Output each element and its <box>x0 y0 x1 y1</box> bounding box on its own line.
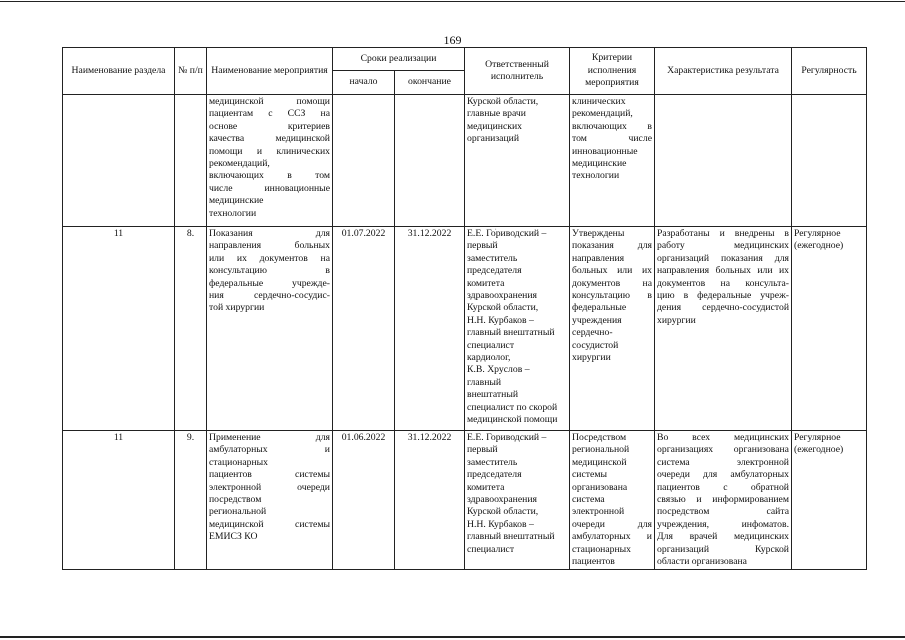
cell-line: ЕМИСЗ КО <box>209 531 258 543</box>
cell-result <box>655 227 792 431</box>
table-row <box>63 227 867 431</box>
cell-start: 01.07.2022 <box>333 227 395 431</box>
cell-section <box>63 95 175 227</box>
cell-line: направления больных <box>209 240 330 252</box>
cell-line: рекомендаций, <box>209 158 270 170</box>
header-number: № п/п <box>175 48 207 95</box>
cell-line: сосудистой <box>572 339 619 351</box>
cell-regularity <box>792 95 867 227</box>
cell-line: учреждения <box>572 314 622 326</box>
cell-line: федеральные учрежде- <box>209 277 330 289</box>
cell-criteria <box>570 227 655 431</box>
cell-line: документов на <box>572 277 652 289</box>
cell-line: инновационные <box>572 145 638 157</box>
cell-line: показания для <box>572 240 652 252</box>
cell-line: очереди для <box>572 518 652 530</box>
cell-line: пациентов <box>572 556 615 568</box>
cell-end <box>395 95 465 227</box>
cell-line: главный внештатный <box>467 327 555 339</box>
cell-line: клинических <box>572 96 626 107</box>
cell-line: связью и информированием <box>657 494 789 506</box>
cell-line: стационарных <box>209 456 269 468</box>
cell-line: комитета <box>467 481 505 493</box>
cell-line: Регулярное <box>794 432 841 443</box>
cell-line: главный <box>467 376 502 388</box>
cell-line: ния сердечно-сосудис- <box>209 290 330 302</box>
cell-regularity <box>792 431 867 570</box>
cell-line: стационарных <box>572 543 632 555</box>
cell-line: консультацию в <box>572 290 652 302</box>
cell-line: главный внештатный <box>467 531 555 543</box>
cell-line: медицинские <box>209 195 264 207</box>
cell-line: медицинских <box>467 120 523 132</box>
cell-line: той хирургии <box>209 302 265 314</box>
cell-line: организаций <box>467 133 520 145</box>
cell-criteria <box>570 95 655 227</box>
cell-line: Посредством <box>572 432 627 443</box>
cell-line: кардиолог, <box>467 352 511 364</box>
cell-start <box>333 95 395 227</box>
cell-line: председателя <box>467 265 522 277</box>
cell-line: дения сердечно-сосудистой <box>657 302 789 314</box>
cell-line: здравоохранения <box>467 494 537 506</box>
cell-line: или их документов на <box>209 252 330 264</box>
cell-line: (ежегодное) <box>794 240 844 252</box>
cell-line: главные врачи <box>467 108 526 120</box>
cell-line: Курской области, <box>467 302 539 314</box>
header-deadlines: Сроки реализации <box>333 48 465 71</box>
cell-line: системы <box>572 469 607 481</box>
cell-line: документов на консульта- <box>657 277 789 289</box>
cell-line: региональной <box>209 506 267 518</box>
cell-end: 31.12.2022 <box>395 227 465 431</box>
cell-line: числе инновационные <box>209 182 330 194</box>
cell-line: хирургии <box>572 352 611 364</box>
cell-section: 11 <box>63 431 175 570</box>
cell-line: амбулаторных и <box>572 531 652 543</box>
cell-line: очереди для амбулаторных <box>657 469 789 481</box>
cell-line: Применение для <box>209 432 330 443</box>
cell-line: консультацию в <box>209 265 330 277</box>
cell-line: направления больных или их <box>657 265 789 277</box>
cell-result <box>655 431 792 570</box>
cell-line: пациентов с обратной <box>657 481 789 493</box>
cell-line: направления <box>572 252 625 264</box>
cell-line: заместитель <box>467 252 518 264</box>
cell-line: цию в федеральные учреж- <box>657 290 789 302</box>
cell-line: электронной <box>572 506 625 518</box>
cell-line: области организована <box>657 556 747 568</box>
cell-line: медицинской помощи <box>209 96 330 107</box>
cell-line: внештатный <box>467 389 519 401</box>
cell-line: посредством сайта <box>657 506 789 518</box>
cell-line: Е.Е. Гориводский – <box>467 432 547 443</box>
cell-line: учреждения, инфоматов. <box>657 518 789 530</box>
cell-line: Курской области, <box>467 96 539 107</box>
bottom-border-line <box>0 636 905 638</box>
cell-section: 11 <box>63 227 175 431</box>
cell-line: Во всех медицинских <box>657 432 789 443</box>
cell-line: специалист <box>467 339 515 351</box>
cell-line: больных или их <box>572 265 652 277</box>
cell-number: 9. <box>175 431 207 570</box>
top-border-line <box>0 1 905 2</box>
cell-line: здравоохранения <box>467 290 537 302</box>
cell-line: система электронной <box>657 456 789 468</box>
cell-line: включающих в том <box>209 170 330 182</box>
header-responsible: Ответственный исполнитель <box>465 48 570 95</box>
cell-line: специалист по скорой <box>467 401 558 413</box>
cell-number: 8. <box>175 227 207 431</box>
plan-table <box>62 47 867 570</box>
cell-line: Разработаны и внедрены в <box>657 228 789 239</box>
cell-line: Н.Н. Курбаков – <box>467 314 534 326</box>
cell-line: заместитель <box>467 456 518 468</box>
cell-line: Утверждены <box>572 228 625 239</box>
table-row <box>63 95 867 227</box>
cell-number <box>175 95 207 227</box>
cell-line: председателя <box>467 469 522 481</box>
cell-line: Н.Н. Курбаков – <box>467 518 534 530</box>
cell-event <box>207 431 333 570</box>
header-end: окончание <box>395 71 465 95</box>
cell-line: организована <box>572 481 628 493</box>
cell-line: включающих в <box>572 120 652 132</box>
cell-line: медицинской помощи <box>467 414 558 426</box>
cell-line: качества медицинской <box>209 133 330 145</box>
cell-line: пациентам с ССЗ на <box>209 108 330 120</box>
cell-line: сердечно- <box>572 327 613 339</box>
cell-event <box>207 95 333 227</box>
cell-responsible <box>465 431 570 570</box>
cell-result <box>655 95 792 227</box>
header-regularity: Регулярность <box>792 48 867 95</box>
cell-line: пациентов системы <box>209 469 330 481</box>
header-event-name: Наименование мероприятия <box>207 48 333 95</box>
cell-line: посредством <box>209 494 262 506</box>
cell-line: комитета <box>467 277 505 289</box>
cell-end: 31.12.2022 <box>395 431 465 570</box>
cell-line: Показания для <box>209 228 330 239</box>
cell-line: Для врачей медицинских <box>657 531 789 543</box>
page-number: 169 <box>443 33 462 47</box>
cell-line: помощи и клинических <box>209 145 330 157</box>
cell-responsible <box>465 227 570 431</box>
cell-line: хирургии <box>657 314 696 326</box>
cell-event <box>207 227 333 431</box>
cell-line: технологии <box>572 170 620 182</box>
cell-line: Регулярное <box>794 228 841 239</box>
cell-line: работу медицинских <box>657 240 789 252</box>
cell-line: Курской области, <box>467 506 539 518</box>
cell-line: организаций показания для <box>657 252 789 264</box>
cell-line: медицинские <box>572 158 627 170</box>
cell-line: том числе <box>572 133 652 145</box>
cell-line: региональной <box>572 444 630 456</box>
cell-line: медицинской <box>572 456 627 468</box>
cell-line: основе критериев <box>209 120 330 132</box>
cell-criteria <box>570 431 655 570</box>
header-result: Характеристика результата <box>655 48 792 95</box>
cell-line: первый <box>467 240 498 252</box>
cell-line: (ежегодное) <box>794 444 844 456</box>
header-start: начало <box>333 71 395 95</box>
cell-line: медицинской системы <box>209 518 330 530</box>
cell-line: федеральные <box>572 302 627 314</box>
cell-responsible <box>465 95 570 227</box>
cell-line: амбулаторных и <box>209 444 330 456</box>
cell-line: технологии <box>209 207 257 219</box>
cell-line: специалист <box>467 543 515 555</box>
header-criteria: Критерии исполнения мероприятия <box>570 48 655 95</box>
table-row <box>63 431 867 570</box>
cell-line: первый <box>467 444 498 456</box>
header-section-name: Наименование раздела <box>63 48 175 95</box>
cell-line: Е.Е. Гоׁриводский – <box>467 228 547 239</box>
cell-line: организациях организована <box>657 444 789 456</box>
cell-regularity <box>792 227 867 431</box>
cell-line: электронной очереди <box>209 481 330 493</box>
cell-line: К.В. Хруслов – <box>467 364 530 376</box>
cell-line: организаций Курской <box>657 543 789 555</box>
cell-line: система <box>572 494 605 506</box>
cell-start: 01.06.2022 <box>333 431 395 570</box>
cell-line: рекомендаций, <box>572 108 633 120</box>
